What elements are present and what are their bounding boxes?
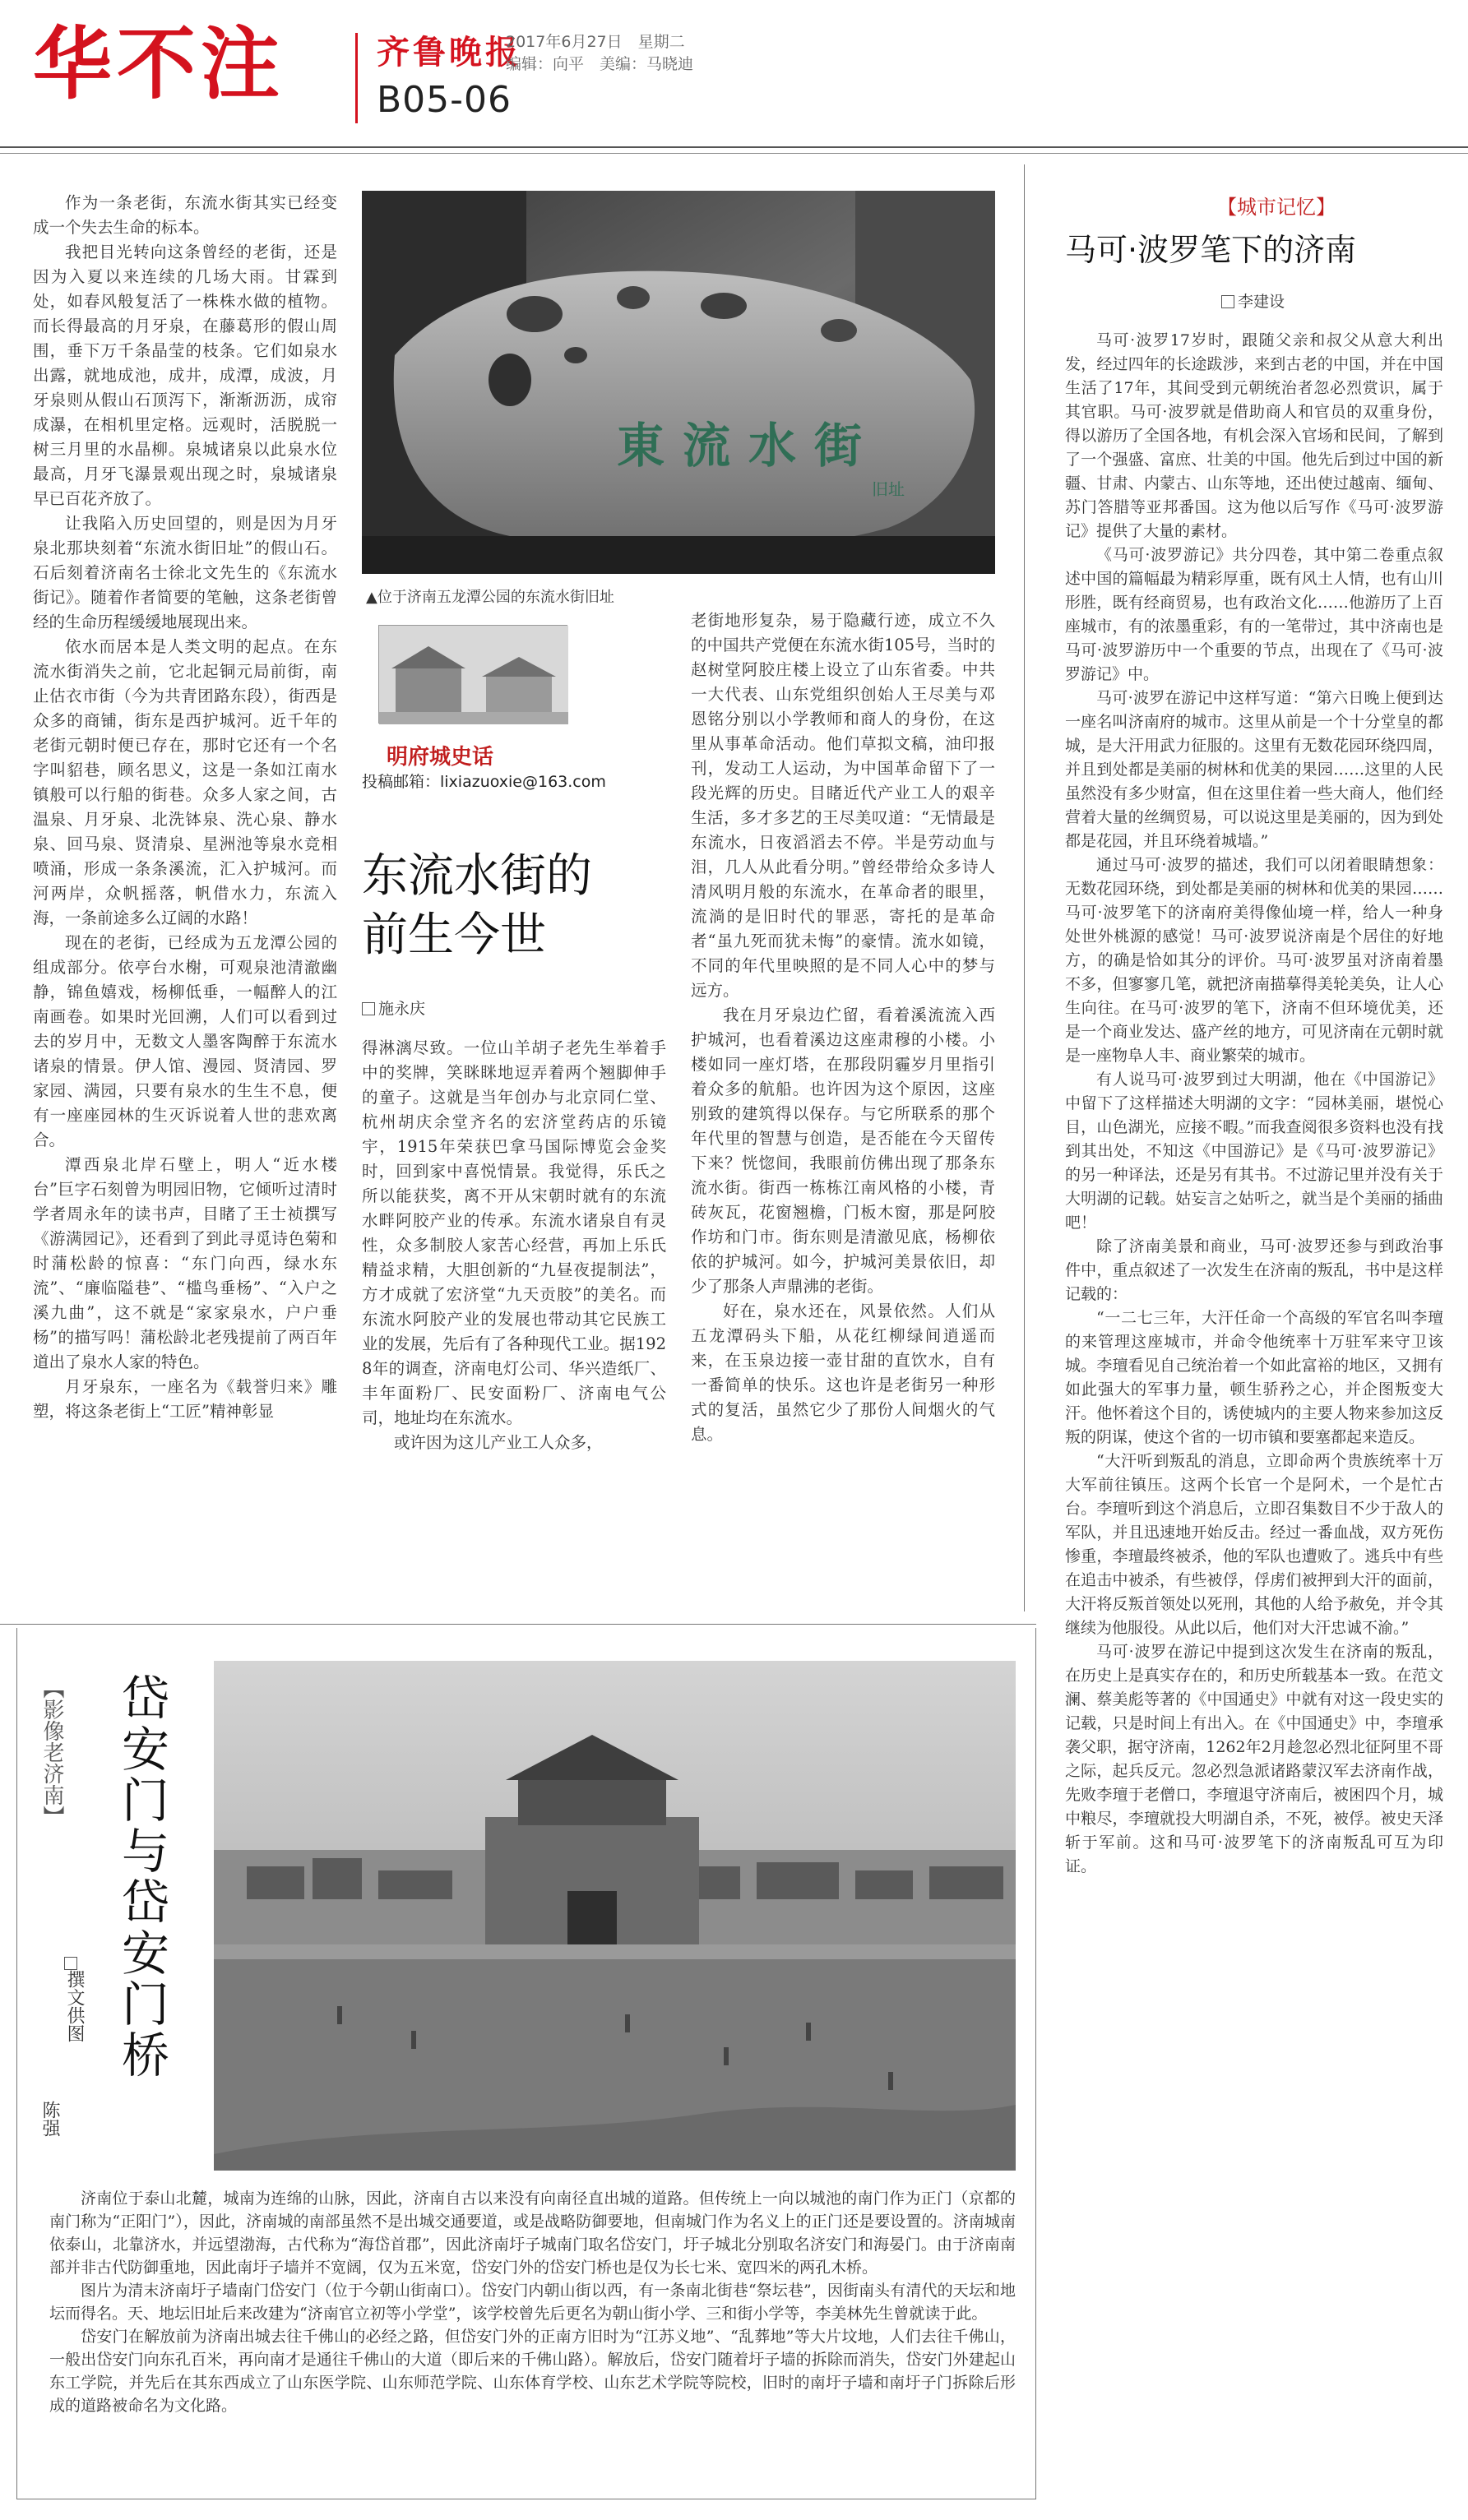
article-paragraph: 老街地形复杂，易于隐藏行迹，成立不久的中国共产党便在东流水街105号，当时的赵树堂阿胶庄楼上设立了山东省委。中共一大代表、山东党组织创始人王尽美与邓恩铭分别以小学教师和商人的身份，在这里从事革命活动。他们草拟文稿，油印报刊，发动工人运动，为中国革命留下了一段光辉的历史。目睹近代产业工人的艰辛生活，多才多艺的王尽美叹道：“无情最是东流水，日夜滔滔去不停。半是劳动血与泪，几人从此看分明。”曾经带给众多诗人清风明月般的东流水，在革命者的眼里，流淌的是旧时代的罪恶，寄托的是革命者“虽九死而犹未悔”的豪情。流水如镜，不同的年代里映照的是不同人心中的梦与远方。 <box>691 611 995 1000</box>
main-article-title <box>362 847 691 965</box>
article-paragraph: 我把目光转向这条曾经的老街，还是因为入夏以来连续的几场大雨。甘霖到处，如春风般复活了一株株水做的植物。而长得最高的月牙泉，在藤葛形的假山周围，垂下万千条晶莹的枝条。它们如泉水出露，就地成池，成井，成潭，成波，月牙泉则从假山石顶泻下，渐渐沥沥，成帘成瀑，在相机里定格。远观时，活脱脱一树三月里的水晶柳。泉城诸泉以此泉水位最高，月牙飞瀑景观出现之时，泉城诸泉早已百花齐放了。 <box>33 243 337 508</box>
main-article-column-2 <box>362 1036 666 1546</box>
masthead-meta <box>506 31 693 76</box>
masthead-divider <box>355 33 358 123</box>
main-article-author: 施永庆 <box>378 1000 426 1018</box>
side-article-body <box>1065 329 1443 2475</box>
photo-feature-credit-label: 撰文供图 <box>62 1957 87 2088</box>
main-article-column-3 <box>691 608 995 1546</box>
article-paragraph: 或许因为这儿产业工人众多， <box>394 1433 603 1452</box>
editor-credit: 编辑：向平 美编：马晓迪 <box>506 55 694 73</box>
historical-photo-illustration <box>214 1661 1016 2171</box>
article-paragraph: 让我陷入历史回望的，则是因为月牙泉北那块刻着“东流水街旧址”的假山石。石后刻着济南名士徐北文先生的《东流水街记》。随着作者简要的笔触，这条老街曾经的生命历程缓缓地展现出来。 <box>33 514 337 631</box>
title-line-2: 前生今世 <box>362 909 546 962</box>
article-paragraph: 现在的老街，已经成为五龙潭公园的组成部分。依亭台水榭，可观泉池清澈幽静，锦鱼嬉戏，杨柳低垂，一幅醉人的江南画卷。如果时光回溯，人们可以看到过去的岁月中，无数文人墨客陶醉于东流水诸泉的情景。伊人馆、漫园、贤清园、罗家园、满园，只要有泉水的生生不息，便有一座座园林的生灭诉说着人世的悲欢离合。 <box>33 933 337 1149</box>
photo-caption: ▲位于济南五龙潭公园的东流水街旧址 <box>366 589 614 606</box>
photo-illustration <box>362 191 995 574</box>
column-box-image <box>378 625 567 724</box>
column-box-illustration <box>379 626 568 724</box>
main-article-byline <box>362 996 425 1019</box>
east-stream-street-photo <box>362 191 995 574</box>
article-paragraph: 通过马可·波罗的描述，我们可以闭着眼睛想象：无数花园环绕，到处都是美丽的树林和优美的果园……马可·波罗笔下的济南府美得像仙境一样，给人一种身处世外桃源的感觉！马可·波罗说济南是个居住的好地方，的确是恰如其分的评价。马可·波罗虽对济南着墨不多，但寥寥几笔，就把济南描摹得美轮美奂，让人心生向往。在马可·波罗的笔下，济南不但环境优美，还是一个商业发达、盛产丝的地方，可见济南在元朝时就是一座物阜人丰、商业繁荣的城市。 <box>1065 856 1443 1065</box>
side-article-column-label: 【城市记忆】 <box>1217 196 1336 219</box>
side-article-author: 李建设 <box>1238 293 1285 311</box>
article-paragraph: 《马可·波罗游记》共分四卷，其中第二卷重点叙述中国的篇幅最为精彩厚重，既有风土人情，也有山川形胜，既有经商贸易，也有政治文化……他游历了上百座城市，有的浓墨重彩，有的一笔带过，其中济南也是马可·波罗游历中一个重要的节点，出现在了《马可·波罗游记》中。 <box>1065 546 1443 683</box>
article-paragraph: 依水而居本是人类文明的起点。在东流水街消失之前，它北起铜元局前街，南止估衣市街（今为共青团路东段），街西是众多的商铺，街东是西护城河。近千年的老街元朝时便已存在，那时它还有一个名字叫貂巷，顾名思义，这是一条如江南水镇般可以行船的街巷。众多人家之间，古温泉、月牙泉、北洗钵泉、洗心泉、静水泉、回马泉、贤清泉、星洲池等泉水竞相喷涌，形成一条条溪流，汇入护城河。而河两岸，众帆摇落，帆借水力，东流入海，一条前途多么辽阔的水路！ <box>33 637 337 927</box>
side-article-title: 马可·波罗笔下的济南 <box>1065 232 1357 268</box>
page-number: B05-06 <box>377 79 512 121</box>
section-title: 华不注 <box>33 18 285 110</box>
photo-sign-text: 東流水街 <box>617 418 881 474</box>
photo-feature-credit-name: 陈强 <box>39 2101 60 2137</box>
daian-gate-historical-photo <box>214 1661 1016 2171</box>
column-divider <box>1024 164 1025 1611</box>
byline-box-icon <box>362 1002 375 1015</box>
article-paragraph: 好在，泉水还在，风景依然。人们从五龙潭码头下船，从花红柳绿间逍遥而来，在玉泉边接一壶甘甜的直饮水，自有一番简单的快乐。这也许是老街另一种形式的复活，虽然它少了那份人间烟火的气息。 <box>691 1302 995 1444</box>
byline-box-icon <box>64 1957 77 1970</box>
article-paragraph: 马可·波罗在游记中这样写道：“第六日晚上便到达一座名叫济南府的城市。这里从前是一个十分堂皇的都城，是大汗用武力征服的。这里有无数花园环绕四周，并且到处都是美丽的树林和优美的果园……这里的人民虽然没有多少财富，但在这里住着一些大商人，他们经营着大量的丝绸贸易，可以说这里是美丽的，因为到处都是花园，并且环绕着城墙。” <box>1065 689 1443 850</box>
photo-sign-small-text: 旧址 <box>872 479 905 499</box>
paper-name-logo: 齐鲁晚报 <box>377 33 521 72</box>
article-paragraph: 月牙泉东，一座名为《载誉归来》雕塑，将这条老街上“工匠”精神彰显 <box>33 1377 337 1421</box>
article-paragraph: 岱安门在解放前为济南出城去往千佛山的必经之路，但岱安门外的正南方旧时为“江苏义地”、“乱葬地”等大片坟地，人们去往千佛山，一般出岱安门向东孔百米，再向南才是通往千佛山的大道（即后来的千佛山路）。解放后，岱安门随着圩子墙的拆除而消失，岱安门外建起山东工学院，并先后在其东西成立了山东医学院、山东师范学院、山东体育学校、山东艺术学院等院校，旧时的南圩子墙和南圩子门拆除后形成的道路被命名为文化路。 <box>49 2328 1016 2415</box>
article-paragraph: 马可·波罗17岁时，跟随父亲和叔父从意大利出发，经过四年的长途跋涉，来到古老的中国，并在中国生活了17年，其间受到元朝统治者忽必烈赏识，属于其官职。马可·波罗就是借助商人和官员的双重身份，得以游历了全国各地，有机会深入官场和民间，了解到了一个强盛、富庶、壮美的中国。他先后到过中国的新疆、甘肃、内蒙古、山东等地，还出使过越南、缅甸、苏门答腊等亚邦番国。这为他以后写作《马可·波罗游记》提供了大量的素材。 <box>1065 331 1443 540</box>
article-paragraph: 作为一条老街，东流水街其实已经变成一个失去生命的标本。 <box>33 193 337 237</box>
article-paragraph: 有人说马可·波罗到过大明湖，他在《中国游记》中留下了这样描述大明湖的文字：“园林美丽，堪悦心目，山色湖光，应接不暇。”而我查阅很多资料也没有找到其出处，不知这《中国游记》是《马可·波罗游记》的另一种译法，还是另有其书。不过游记里并没有关于大明湖的记载。姑妄言之姑听之，就当是个美丽的插曲吧！ <box>1065 1070 1443 1232</box>
column-box-email: 投稿邮箱：lixiazuoxie@163.com <box>362 773 606 791</box>
column-box <box>362 625 691 806</box>
article-paragraph: “一二七三年，大汗任命一个高级的军官名叫李璮的来管理这座城市，并命令他统率十万驻军来守卫该城。李璮看见自己统治着一个如此富裕的地区，又拥有如此强大的军事力量，顿生骄矜之心，并企图叛变大汗。他怀着这个目的，诱使城内的主要人物来参加这反叛的阴谋，使这个省的一切市镇和要塞都起来造反。 <box>1065 1309 1443 1446</box>
byline-box-icon <box>1221 295 1234 308</box>
article-paragraph: 得淋漓尽致。一位山羊胡子老先生举着手中的奖牌，笑眯眯地逗弄着两个翘脚伸手的童子。这就是当年创办与北京同仁堂、杭州胡庆余堂齐名的宏济堂药店的乐镜宇，1915年荣获巴拿马国际博览会金奖时，回到家中喜悦情景。我觉得，乐氏之所以能获奖，离不开从宋朝时就有的东流水畔阿胶产业的传承。东流水诸泉自有灵性，众多制胶人家苦心经营，再加上乐氏精益求精，大胆创新的“九昼夜提制法”，方才成就了宏济堂“九天贡胶”的美名。而东流水阿胶产业的发展也带动其它民族工业的发展，先后有了各种现代工业。据1928年的调查，济南电灯公司、华兴造纸厂、丰年面粉厂、民安面粉厂、济南电气公司，地址均在东流水。 <box>362 1038 666 1427</box>
masthead-rule <box>0 146 1468 148</box>
article-paragraph: 马可·波罗在游记中提到这次发生在济南的叛乱，在历史上是真实存在的，和历史所载基本一致。在范文澜、蔡美彪等著的《中国通史》中就有对这一段史实的记载，只是时间上有出入。在《中国通史》中，李璮承袭父职，据守济南，1262年2月趁忽必烈北征阿里不哥之际，起兵反元。忽必烈急派诸路蒙汉军去济南作战，先败李璮于老僧口，李璮退守济南后，被困四个月，城中粮尽，李璮就投大明湖自杀，不死，被俘。被史天泽斩于军前。这和马可·波罗笔下的济南叛乱可互为印证。 <box>1065 1643 1443 1875</box>
article-paragraph: 潭西泉北岸石壁上，明人“近水楼台”巨字石刻曾为明园旧物，它倾听过清时学者周永年的读书声，目睹了王士祯撰写《游满园记》，还看到了到此寻觅诗色菊和时蒲松龄的惊喜：“东门向西，绿水东流”、“廉临隘巷”、“槛鸟垂杨”、“入户之溪九曲”，这不就是“家家泉水，户户垂杨”的描写吗！蒲松龄北老残提前了两百年道出了泉水人家的特色。 <box>33 1155 337 1371</box>
issue-date: 2017年6月27日 星期二 <box>506 33 685 51</box>
photo-feature-title: 岱安门与岱安门桥 <box>113 1673 169 2081</box>
column-box-title: 明府城史话 <box>387 745 494 770</box>
article-paragraph: 济南位于泰山北麓，城南为连绵的山脉，因此，济南自古以来没有向南径直出城的道路。但传统上一向以城池的南门作为正门（京都的南门称为“正阳门”），因此，济南城的南部虽然不是出城交通要道，或是战略防御要地，但南城门作为名义上的正门还是要设置的。济南城南依泰山，北靠济水，并远望渤海，古代称为“海岱首郡”，因此济南圩子城南门取名岱安门，圩子城北分别取名济安门和海晏门。由于济南南部并非古代防御重地，因此南圩子墙并不宽阔，仅为五米宽，岱安门外的岱安门桥也是仅为长七米、宽四米的两孔木桥。 <box>49 2189 1016 2277</box>
main-article-column-1 <box>33 191 337 1546</box>
title-line-1: 东流水街的 <box>362 849 592 903</box>
photo-feature-rule <box>0 1624 1036 1625</box>
photo-feature-column-label: 【影像老济南】 <box>39 1677 64 1827</box>
side-article-byline <box>1221 289 1285 312</box>
photo-feature-body <box>49 2187 1016 2491</box>
article-paragraph: 我在月牙泉边伫留，看着溪流流入西护城河，也看着溪边这座肃穆的小楼。小楼如同一座灯塔，在那段阴霾岁月里指引着众多的航船。也许因为这个原因，这座别致的建筑得以保存。与它所联系的那个年代里的智慧与创造，是否能在今天留传下来？恍惚间，我眼前仿佛出现了那条东流水街。街西一栋栋江南风格的小楼，青砖灰瓦，花窗翘檐，门板木窗，那是阿胶作坊和门市。街东则是清澈见底，杨柳依依的护城河。如今，护城河美景依旧，却少了那条人声鼎沸的老街。 <box>691 1006 995 1296</box>
article-paragraph: 除了济南美景和商业，马可·波罗还参与到政治事件中，重点叙述了一次发生在济南的叛乱，书中是这样记载的： <box>1065 1237 1443 1303</box>
article-paragraph: “大汗听到叛乱的消息，立即命两个贵族统率十万大军前往镇压。这两个长官一个是阿术，一个是忙古台。李璮听到这个消息后，立即召集数目不少于敌人的军队，并且迅速地开始反击。经过一番血战，双方死伤惨重，李璮最终被杀，他的军队也遭败了。逃兵中有些在追击中被杀，有些被俘，俘虏们被押到大汗的面前，大汗将反叛首领处以死刑，其他的人给予赦免，并令其继续为他服役。从此以后，他们对大汗忠诚不渝。” <box>1065 1452 1443 1637</box>
article-paragraph: 图片为清末济南圩子墙南门岱安门（位于今朝山街南口）。岱安门内朝山街以西，有一条南北街巷“祭坛巷”，因街南头有清代的天坛和地坛而得名。天、地坛旧址后来改建为“济南官立初等小学堂”，该学校曾先后更名为朝山街小学、三和街小学等，李美林先生曾就读于此。 <box>49 2282 1016 2323</box>
masthead-rule-thin <box>0 153 1468 154</box>
